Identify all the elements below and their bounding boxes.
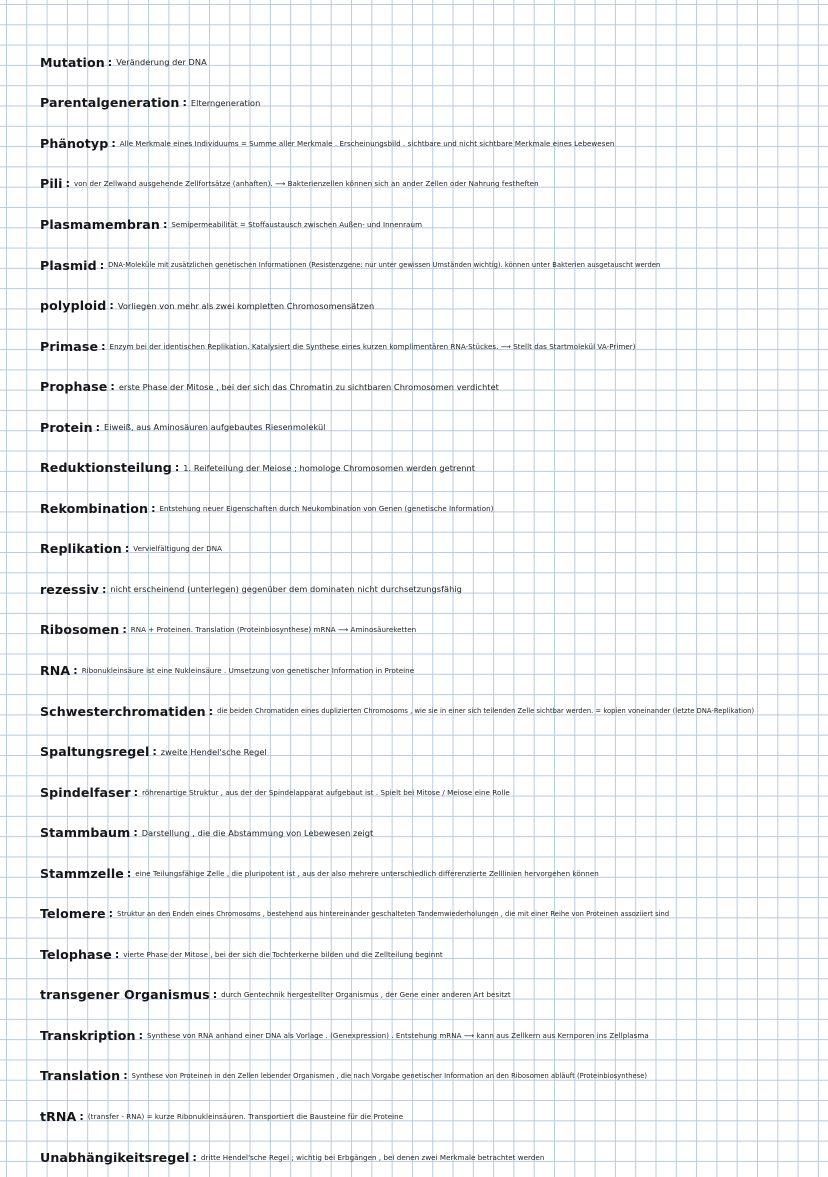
- entry-term: Unabhängikeitsregel: [40, 1149, 190, 1165]
- glossary-entry-stammzelle: Stammzelle : eine Teilungsfähige Zelle , die pluripotent ist , aus der also mehrere unterschiedlich differenzierte Zelllinien hervorgehen können: [40, 865, 599, 881]
- glossary-entry-translation: Translation : Synthese von Proteinen in den Zellen lebender Organismen , die nach Vorgabe genetischer Information an den Ribosomen abläuft (Proteinbiosynthese): [40, 1068, 648, 1084]
- entry-term: Replikation: [40, 541, 122, 557]
- entry-definition: Eiweiß, aus Aminosäuren aufgebautes Riesenmolekül: [104, 422, 326, 433]
- entry-definition: Darstellung , die die Abstammung von Lebewesen zeigt: [141, 827, 374, 838]
- entry-term: Pili: [40, 176, 63, 192]
- glossary-entry-spaltungsregel: Spaltungsregel : zweite Hendel'sche Regel: [40, 744, 267, 760]
- entry-definition: zweite Hendel'sche Regel: [160, 746, 267, 757]
- glossary-entry-spindelfaser: Spindelfaser : röhrenartige Struktur , aus der der Spindelapparat aufgebaut ist . Spielt bei Mitose / Meiose eine Rolle: [40, 784, 510, 800]
- entry-term: Primase: [40, 338, 99, 354]
- entry-definition: Synthese von Proteinen in den Zellen lebender Organismen , die nach Vorgabe genetischer Information an den Ribosomen abläuft (Proteinbiosynthese): [131, 1071, 648, 1080]
- glossary-entry-telophase: Telophase : vierte Phase der Mitose , bei der sich die Tochterkerne bilden und die Zellteilung beginnt: [40, 946, 443, 962]
- entry-definition: vierte Phase der Mitose , bei der sich die Tochterkerne bilden und die Zellteilung beginnt: [123, 949, 443, 959]
- entry-definition: Entstehung neuer Eigenschaften durch Neukombination von Genen (genetische Information): [159, 503, 494, 513]
- glossary-entry-polyploid: polyploid : Vorliegen von mehr als zwei kompletten Chromosomensätzen: [40, 298, 375, 314]
- entry-definition: RNA + Proteinen. Translation (Proteinbiosynthese) mRNA ⟶ Aminosäureketten: [130, 625, 417, 635]
- entry-definition: dritte Hendel'sche Regel ; wichtig bei Erbgängen , bei denen zwei Merkmale betrachtet werden: [200, 1152, 545, 1162]
- glossary-entry-rezessiv: rezessiv : nicht erscheinend (unterlegen) gegenüber dem dominaten nicht durchsetzungsfähig: [40, 581, 462, 597]
- entry-term: Ribosomen: [40, 622, 120, 638]
- glossary-entry-parentalgeneration: Parentalgeneration : Elterngeneration: [40, 95, 261, 111]
- entry-term: Plasmamembran: [40, 216, 160, 232]
- glossary-entry-phaenotyp: Phänotyp : Alle Merkmale eines Individuums = Summe aller Merkmale . Erscheinungsbild . sichtbare und nicht sichtbare Merkmale eines Lebewesen: [40, 135, 615, 151]
- entry-term: Protein: [40, 419, 93, 435]
- entry-term: Plasmid: [40, 257, 97, 273]
- glossary-entry-replikation: Replikation : Vervielfältigung der DNA: [40, 541, 223, 557]
- entry-definition: DNA-Moleküle mit zusätzlichen genetischen Informationen (Resistenzgene: nur unter gewissen Umständen wichtig). können unter Bakterien ausgetauscht werden: [108, 261, 661, 269]
- glossary-page: [40, 42, 824, 1177]
- glossary-entry-rna: RNA : Ribonukleinsäure ist eine Nukleinsäure . Umsetzung von genetischer Information in Proteine: [40, 662, 415, 678]
- entry-definition: die beiden Chromatiden eines duplizierten Chromosoms , wie sie in einer sich teilenden Zelle sichtbar werden. = kopien voneinander (letzte DNA-Replikation): [217, 707, 755, 716]
- entry-definition: Ribonukleinsäure ist eine Nukleinsäure . Umsetzung von genetischer Information in Proteine: [81, 665, 415, 675]
- entry-term: Rekombination: [40, 500, 149, 516]
- entry-definition: eine Teilungsfähige Zelle , die pluripotent ist , aus der also mehrere unterschiedlich differenzierte Zelllinien hervorgehen können: [135, 868, 599, 878]
- entry-definition: Struktur an den Enden eines Chromosoms , bestehend aus hintereinander geschalteten Tandemwiederholungen , die mit einer Reihe von Proteinen assoziiert sind: [117, 909, 670, 918]
- entry-definition: röhrenartige Struktur , aus der der Spindelapparat aufgebaut ist . Spielt bei Mitose / Meiose eine Rolle: [142, 787, 510, 797]
- entry-term: polyploid: [40, 298, 107, 314]
- glossary-entry-rekombination: Rekombination : Entstehung neuer Eigenschaften durch Neukombination von Genen (genetische Information): [40, 500, 494, 516]
- entry-term: Phänotyp: [40, 135, 109, 151]
- glossary-entry-transkription: Transkription : Synthese von RNA anhand einer DNA als Vorlage . (Genexpression) . Entstehung mRNA ⟶ kann aus Zellkern aus Kernporen ins Zellplasma: [40, 1027, 649, 1043]
- entry-term: Parentalgeneration: [40, 95, 180, 111]
- glossary-entry-pili: Pili : von der Zellwand ausgehende Zellfortsätze (anhaften). ⟶ Bakterienzellen können sich an ander Zellen oder Nahrung festheften: [40, 176, 539, 192]
- entry-term: RNA: [40, 662, 71, 678]
- glossary-entry-plasmamembran: Plasmamembran : Semipermeabilität = Stoffaustausch zwischen Außen- und Innenraum: [40, 216, 423, 232]
- entry-definition: von der Zellwand ausgehende Zellfortsätze (anhaften). ⟶ Bakterienzellen können sich an ander Zellen oder Nahrung festheften: [74, 179, 539, 189]
- entry-term: tRNA: [40, 1108, 77, 1124]
- glossary-entry-mutation: Mutation : Veränderung der DNA: [40, 54, 207, 70]
- glossary-entry-transgener-organismus: transgener Organismus : durch Gentechnik hergestellter Organismus , der Gene einer anderen Art besitzt: [40, 987, 511, 1003]
- entry-definition: Alle Merkmale eines Individuums = Summe aller Merkmale . Erscheinungsbild . sichtbare und nicht sichtbare Merkmale eines Lebewesen: [119, 138, 615, 148]
- entry-term: Translation: [40, 1068, 121, 1084]
- entry-term: Schwesterchromatiden: [40, 703, 206, 719]
- glossary-entry-reduktionsteilung: Reduktionsteilung : 1. Reifeteilung der Meiose ; homologe Chromosomen werden getrennt: [40, 460, 476, 476]
- entry-term: Stammbaum: [40, 825, 131, 841]
- glossary-entry-primase: Primase : Enzym bei der identischen Replikation. Katalysiert die Synthese eines kurzen komplimentären RNA-Stückes. ⟶ Stellt das Startmolekül VA-Primer): [40, 338, 636, 354]
- entry-term: Telophase: [40, 946, 112, 962]
- glossary-entry-plasmid: Plasmid : DNA-Moleküle mit zusätzlichen genetischen Informationen (Resistenzgene: nur unter gewissen Umständen wichtig). können unter Bakterien ausgetauscht werden: [40, 257, 661, 273]
- entry-term: rezessiv: [40, 581, 99, 597]
- entry-term: Spaltungsregel: [40, 744, 150, 760]
- entry-term: Transkription: [40, 1027, 136, 1043]
- glossary-entry-schwesterchromatiden: Schwesterchromatiden : die beiden Chromatiden eines duplizierten Chromosoms , wie sie in einer sich teilenden Zelle sichtbar werden. = kopien voneinander (letzte DNA-Replikation): [40, 703, 755, 719]
- entry-term: Spindelfaser: [40, 784, 131, 800]
- entry-definition: Vorliegen von mehr als zwei kompletten Chromosomensätzen: [117, 300, 375, 311]
- entry-term: Mutation: [40, 54, 105, 70]
- entry-definition: durch Gentechnik hergestellter Organismus , der Gene einer anderen Art besitzt: [221, 990, 511, 1000]
- glossary-entry-prophase: Prophase : erste Phase der Mitose , bei der sich das Chromatin zu sichtbaren Chromosomen verdichtet: [40, 379, 499, 395]
- entry-term: Reduktionsteilung: [40, 460, 172, 476]
- entry-definition: Semipermeabilität = Stoffaustausch zwischen Außen- und Innenraum: [171, 219, 423, 229]
- entry-term: Prophase: [40, 379, 108, 395]
- glossary-entry-stammbaum: Stammbaum : Darstellung , die die Abstammung von Lebewesen zeigt: [40, 825, 374, 841]
- glossary-entry-protein: Protein : Eiweiß, aus Aminosäuren aufgebautes Riesenmolekül: [40, 419, 326, 435]
- entry-definition: Vervielfältigung der DNA: [133, 544, 223, 554]
- glossary-entry-ribosomen: Ribosomen : RNA + Proteinen. Translation (Proteinbiosynthese) mRNA ⟶ Aminosäureketten: [40, 622, 417, 638]
- entry-definition: (transfer - RNA) = kurze Ribonukleinsäuren. Transportiert die Bausteine für die Proteine: [87, 1111, 404, 1121]
- glossary-entry-telomere: Telomere : Struktur an den Enden eines Chromosoms , bestehend aus hintereinander geschalteten Tandemwiederholungen , die mit einer Reihe von Proteinen assoziiert sind: [40, 906, 670, 922]
- glossary-entry-trna: tRNA : (transfer - RNA) = kurze Ribonukleinsäuren. Transportiert die Bausteine für die Proteine: [40, 1108, 404, 1124]
- entry-term: transgener Organismus: [40, 987, 210, 1003]
- entry-definition: Elterngeneration: [190, 97, 261, 108]
- entry-term: Stammzelle: [40, 865, 124, 881]
- entry-definition: Synthese von RNA anhand einer DNA als Vorlage . (Genexpression) . Entstehung mRNA ⟶ kann aus Zellkern aus Kernporen ins Zellplasma: [146, 1030, 649, 1040]
- entry-definition: Veränderung der DNA: [116, 57, 207, 68]
- entry-definition: 1. Reifeteilung der Meiose ; homologe Chromosomen werden getrennt: [183, 462, 476, 473]
- entry-definition: Enzym bei der identischen Replikation. Katalysiert die Synthese eines kurzen komplimentären RNA-Stückes. ⟶ Stellt das Startmolekül VA-Primer): [109, 341, 636, 351]
- entry-definition: nicht erscheinend (unterlegen) gegenüber dem dominaten nicht durchsetzungsfähig: [110, 584, 462, 595]
- glossary-entry-unabhaengigkeitsregel: Unabhängikeitsregel : dritte Hendel'sche Regel ; wichtig bei Erbgängen , bei denen zwei Merkmale betrachtet werden: [40, 1149, 545, 1165]
- entry-term: Telomere: [40, 906, 106, 922]
- entry-definition: erste Phase der Mitose , bei der sich das Chromatin zu sichtbaren Chromosomen verdichtet: [118, 381, 499, 392]
